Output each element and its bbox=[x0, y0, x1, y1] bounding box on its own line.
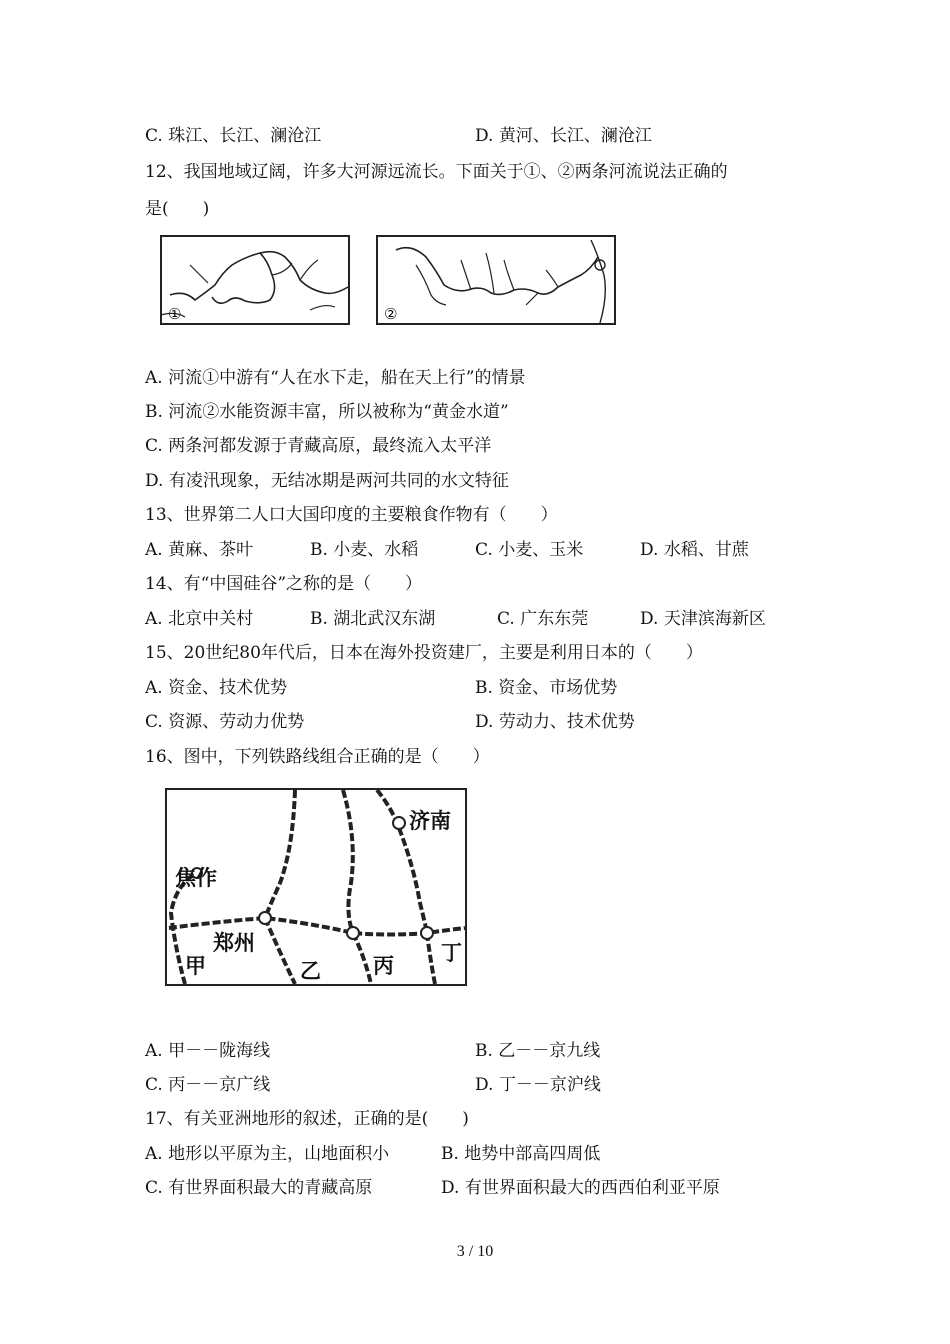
q12-option-b: B. 河流②水能资源丰富，所以被称为“黄金水道” bbox=[145, 402, 509, 422]
q13-option-a: A. 黄麻、茶叶 bbox=[145, 540, 254, 560]
q14-option-a: A. 北京中关村 bbox=[145, 609, 254, 629]
node-junction-2 bbox=[347, 927, 359, 939]
label-yi: 乙 bbox=[300, 959, 321, 983]
node-zhengzhou bbox=[259, 912, 271, 924]
q12-option-d: D. 有凌汛现象，无结冰期是两河共同的水文特征 bbox=[145, 471, 509, 491]
river-map-2 bbox=[376, 235, 616, 325]
q14-option-b: B. 湖北武汉东湖 bbox=[310, 609, 436, 629]
label-ding: 丁 bbox=[441, 941, 462, 965]
q15-option-c: C. 资源、劳动力优势 bbox=[145, 712, 305, 732]
label-zhengzhou: 郑州 bbox=[213, 931, 255, 955]
q11-option-d: D. 黄河、长江、澜沧江 bbox=[475, 126, 652, 146]
node-junction-3 bbox=[421, 927, 433, 939]
q15-option-a: A. 资金、技术优势 bbox=[145, 678, 288, 698]
river-map-2-label: ② bbox=[384, 305, 398, 323]
q16-option-a: A. 甲－－陇海线 bbox=[145, 1041, 271, 1061]
q13-option-b: B. 小麦、水稻 bbox=[310, 540, 419, 560]
q17-stem: 17、有关亚洲地形的叙述，正确的是( ) bbox=[145, 1109, 469, 1129]
label-jinan: 济南 bbox=[409, 809, 451, 833]
q16-option-d: D. 丁－－京沪线 bbox=[475, 1075, 601, 1095]
q12-stem-line2: 是( ) bbox=[145, 199, 210, 219]
label-bing: 丙 bbox=[373, 954, 394, 978]
q16-option-b: B. 乙－－京九线 bbox=[475, 1041, 601, 1061]
q11-option-c: C. 珠江、长江、澜沧江 bbox=[145, 126, 322, 146]
river-map-1-label: ① bbox=[168, 305, 182, 323]
label-jia: 甲 bbox=[185, 954, 206, 978]
q17-option-d: D. 有世界面积最大的西西伯利亚平原 bbox=[441, 1178, 720, 1198]
q13-option-d: D. 水稻、甘蔗 bbox=[640, 540, 749, 560]
q13-stem: 13、世界第二人口大国印度的主要粮食作物有（ ） bbox=[145, 505, 558, 525]
q17-option-b: B. 地势中部高四周低 bbox=[441, 1144, 601, 1164]
q14-option-d: D. 天津滨海新区 bbox=[640, 609, 766, 629]
node-jinan bbox=[393, 817, 405, 829]
q16-option-c: C. 丙－－京广线 bbox=[145, 1075, 271, 1095]
q15-stem: 15、20世纪80年代后，日本在海外投资建厂，主要是利用日本的（ ） bbox=[145, 643, 703, 663]
q17-option-a: A. 地形以平原为主，山地面积小 bbox=[145, 1144, 390, 1164]
q14-stem: 14、有“中国硅谷”之称的是（ ） bbox=[145, 574, 423, 594]
river-map-1 bbox=[160, 235, 350, 325]
label-jiaozuo: 焦作 bbox=[175, 866, 217, 890]
q14-option-c: C. 广东东莞 bbox=[497, 609, 589, 629]
q12-option-c: C. 两条河都发源于青藏高原，最终流入太平洋 bbox=[145, 436, 492, 456]
q12-stem-line1: 12、我国地域辽阔，许多大河源远流长。下面关于①、②两条河流说法正确的 bbox=[145, 162, 728, 182]
q13-option-c: C. 小麦、玉米 bbox=[475, 540, 584, 560]
q15-option-d: D. 劳动力、技术优势 bbox=[475, 712, 635, 732]
railway-map bbox=[165, 788, 467, 986]
page-number: 3 / 10 bbox=[456, 1243, 494, 1260]
q15-option-b: B. 资金、市场优势 bbox=[475, 678, 618, 698]
q12-option-a: A. 河流①中游有“人在水下走，船在天上行”的情景 bbox=[145, 368, 526, 388]
q17-option-c: C. 有世界面积最大的青藏高原 bbox=[145, 1178, 373, 1198]
q16-stem: 16、图中，下列铁路线组合正确的是（ ） bbox=[145, 747, 490, 767]
